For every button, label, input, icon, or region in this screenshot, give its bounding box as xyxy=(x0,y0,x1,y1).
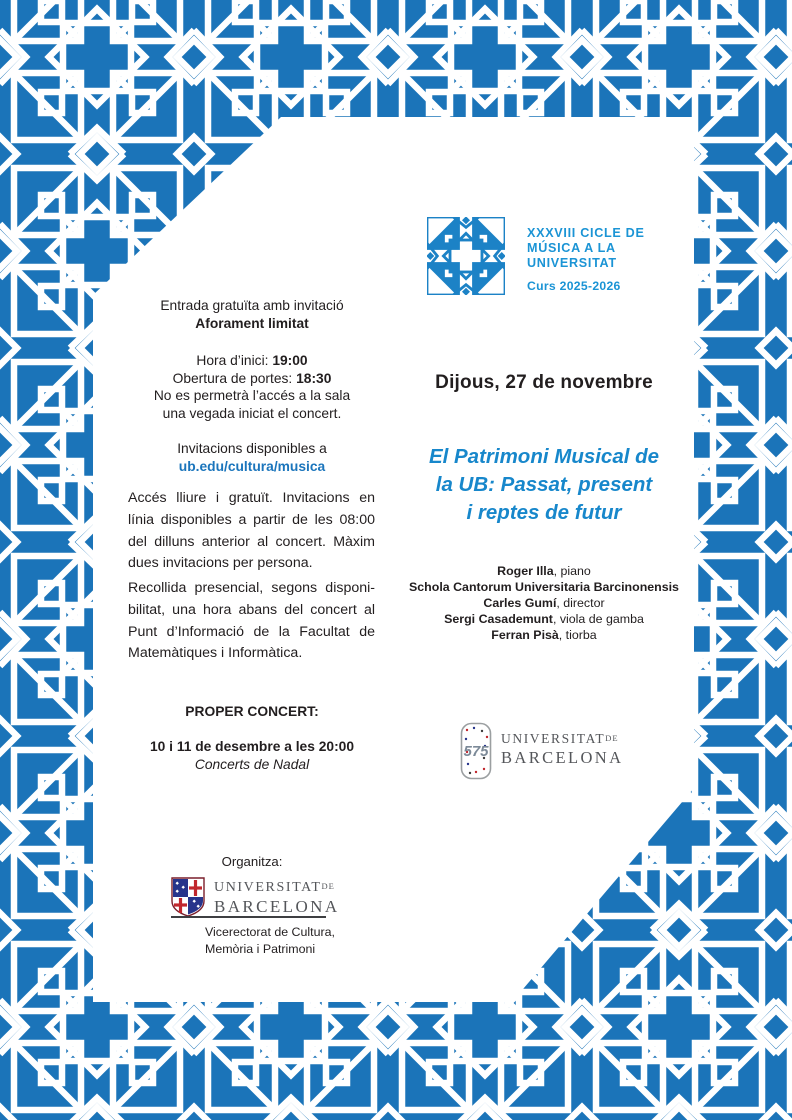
footer-divider xyxy=(171,916,326,918)
concert-date: Dijous, 27 de novembre xyxy=(435,372,653,393)
admission-block xyxy=(116,297,388,332)
ub-575-badge-icon xyxy=(460,722,492,780)
cycle-tile-icon xyxy=(427,217,505,295)
limited-capacity-line: Aforament limitat xyxy=(195,315,309,331)
performer-role: , viola de gamba xyxy=(552,612,644,626)
doors-open-line xyxy=(116,370,388,388)
start-time-value: 19:00 xyxy=(272,353,308,368)
next-concert-block xyxy=(116,738,388,773)
concert-title-line2: la UB: Passat, present xyxy=(435,473,653,496)
paragraph-line: Punt d’Informació de la Facultat de xyxy=(128,623,375,640)
paragraph-line: Matemàtiques i Informàtica. xyxy=(128,645,303,662)
ub-575-wordmark xyxy=(501,731,623,768)
paragraph-line: Accés lliure i gratuït. Invitacions en xyxy=(128,490,375,506)
concert-title-line1: El Patrimoni Musical de xyxy=(428,445,660,468)
ub-name-line2: BARCELONA xyxy=(501,748,624,767)
performer-row xyxy=(380,595,708,611)
performers-list xyxy=(380,563,708,643)
cycle-title-line2: MÚSICA A LA xyxy=(527,241,616,255)
ub-name-line1: UNIVERSITAT xyxy=(214,880,322,895)
performer-name: Ferran Pisà xyxy=(491,628,559,642)
ub-575-badge-number: 575 xyxy=(463,743,489,760)
performer-name: Carles Gumí xyxy=(483,596,557,610)
performer-row xyxy=(380,611,708,627)
next-concert-date: 10 i 11 de desembre a les 20:00 xyxy=(149,739,355,754)
no-access-line1: No es permetrà l’accés a la sala xyxy=(153,388,351,404)
paragraph-line: línia disponibles a partir de les 08:00 xyxy=(128,511,375,528)
ub-name-line2: BARCELONA xyxy=(214,897,340,916)
ub-footer-logo xyxy=(170,877,340,917)
cycle-title-line1: XXXVIII CICLE DE xyxy=(527,226,645,240)
performer-role: , director xyxy=(556,596,605,610)
concert-title-line3: i reptes de futur xyxy=(466,501,622,524)
paragraph-line: dues invitacions per persona. xyxy=(128,555,313,572)
vicerectorate-line2: Memòria i Patrimoni xyxy=(205,942,316,956)
concert-title xyxy=(380,443,708,527)
cycle-title-line3: UNIVERSITAT xyxy=(527,256,617,270)
ub-name-de: DE xyxy=(321,881,335,891)
doors-open-value: 18:30 xyxy=(296,370,332,386)
performer-name: Sergi Casademunt xyxy=(444,612,553,626)
tickets-link[interactable]: ub.edu/cultura/musica xyxy=(178,458,326,474)
start-time-line xyxy=(116,352,388,370)
next-concert-title: Concerts de Nadal xyxy=(194,756,310,772)
ub-name-line1: UNIVERSITAT xyxy=(501,731,606,746)
start-time-label: Hora d’inici: xyxy=(196,353,273,368)
online-invitations-paragraph xyxy=(128,488,375,575)
performer-name: Schola Cantorum Universitaria Barcinonensis xyxy=(409,580,679,594)
vicerectorate-line1: Vicerectorat de Cultura, xyxy=(205,925,335,939)
no-access-line2: una vegada iniciat el concert. xyxy=(162,405,342,421)
vicerectorate-block xyxy=(205,924,335,958)
organizer-heading: Organitza: xyxy=(221,854,283,869)
paragraph-line: del dilluns anterior al concert. Màxim xyxy=(128,533,375,550)
cycle-course: Curs 2025-2026 xyxy=(527,279,621,293)
cycle-logo xyxy=(527,226,677,293)
paragraph-line: Recollida presencial, segons disponi- xyxy=(128,580,375,596)
performer-row xyxy=(380,563,708,579)
ub-575-logo xyxy=(460,722,623,780)
performer-name: Roger Illa xyxy=(497,564,554,578)
performer-role: , tiorba xyxy=(558,628,597,642)
performer-row xyxy=(380,627,708,643)
paragraph-line: bilitat, una hora abans del concert al xyxy=(128,601,375,618)
invitations-line: Invitacions disponibles a xyxy=(177,441,327,456)
ub-footer-wordmark xyxy=(214,880,340,917)
invitations-block xyxy=(116,440,388,475)
free-entry-line: Entrada gratuïta amb invitació xyxy=(160,298,344,313)
ub-name-de: DE xyxy=(605,733,619,743)
performer-row xyxy=(380,579,708,595)
doors-open-label: Obertura de portes: xyxy=(172,370,297,386)
performer-role: , piano xyxy=(553,564,591,578)
next-concert-heading: PROPER CONCERT: xyxy=(185,704,319,719)
ub-coat-of-arms-icon xyxy=(170,877,206,917)
schedule-block xyxy=(116,352,388,422)
pickup-paragraph xyxy=(128,578,375,665)
